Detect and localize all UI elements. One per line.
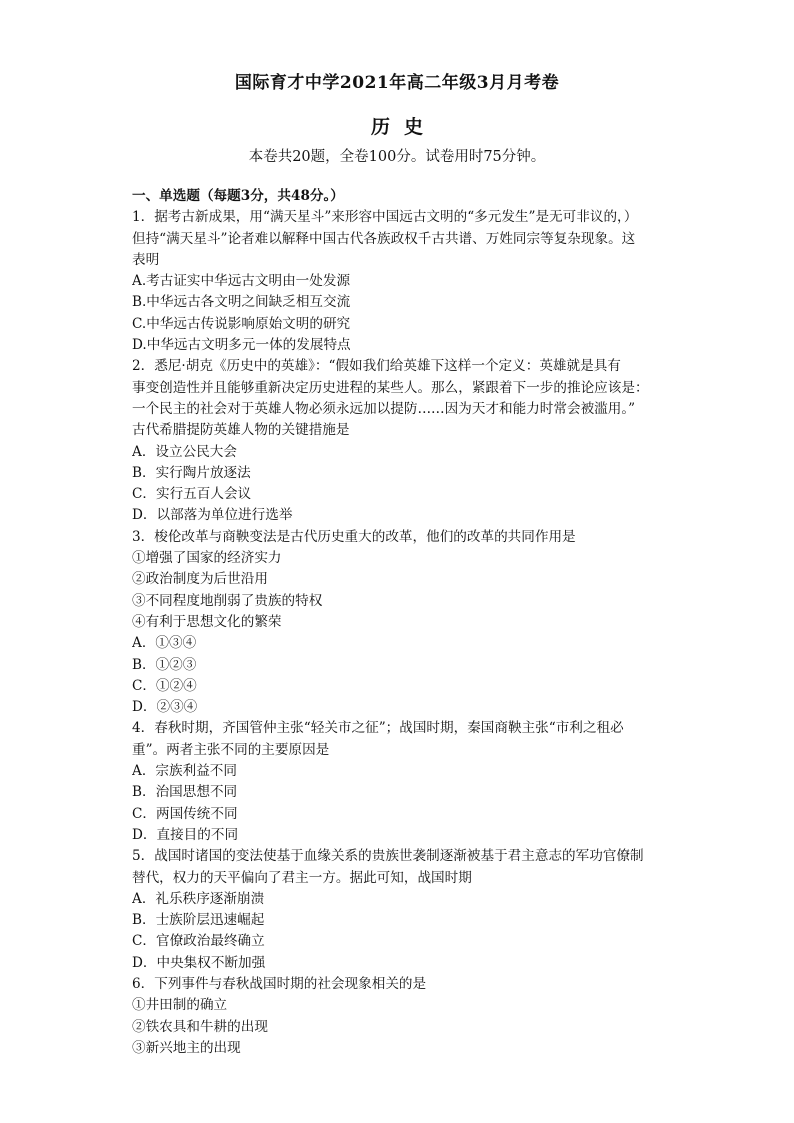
- q5-stem-line-2: 替代，权力的天平偏向了君主一方。据此可知，战国时期: [132, 869, 472, 886]
- q6-item-3: ③新兴地主的出现: [132, 1039, 241, 1056]
- subject-title: 历史: [370, 116, 437, 138]
- question-body: [132, 186, 672, 1059]
- q1-stem-line-1: 1．据考古新成果，用“满天星斗”来形容中国远古文明的“多元发生”是无可非议的，）: [132, 209, 638, 226]
- q5-option-a: A．礼乐秩序逐渐崩溃: [132, 890, 265, 907]
- q5-option-d: D．中央集权不断加强: [132, 954, 266, 971]
- q2-stem-line-4: 古代希腊提防英雄人物的关键措施是: [132, 422, 350, 439]
- q4-option-a: A．宗族利益不同: [132, 763, 237, 780]
- q1-option-a: A.考古证实中华远古文明由一处发源: [132, 273, 351, 290]
- q6-stem: 6．下列事件与春秋战国时期的社会现象相关的是: [132, 975, 427, 992]
- q3-option-b: B．①②③: [132, 656, 197, 673]
- q2-option-d: D．以部落为单位进行选举: [132, 507, 293, 524]
- q2-stem-line-1: 2．悉尼·胡克《历史中的英雄》：“假如我们给英雄下这样一个定义：英雄就是具有: [132, 358, 621, 375]
- q3-item-1: ①增强了国家的经济实力: [132, 550, 282, 567]
- q2-option-a: A．设立公民大会: [132, 443, 237, 460]
- q4-stem-line-2: 重”。两者主张不同的主要原因是: [132, 741, 330, 758]
- q1-option-d: D.中华远古文明多元一体的发展特点: [132, 337, 351, 354]
- q1-option-c: C.中华远古传说影响原始文明的研究: [132, 315, 351, 332]
- q6-item-2: ②铁农具和牛耕的出现: [132, 1018, 268, 1035]
- q2-stem-line-3: 一个民主的社会对于英雄人物必须永远加以提防……因为天才和能力时常会被滥用。”: [132, 400, 636, 417]
- section-heading: 一、单选题（每题3分，共48分。）: [132, 188, 344, 204]
- q4-option-b: B．治国思想不同: [132, 784, 238, 801]
- q2-option-c: C．实行五百人会议: [132, 486, 252, 503]
- q3-stem: 3．梭伦改革与商鞅变法是古代历史重大的改革，他们的改革的共同作用是: [132, 528, 576, 545]
- q5-option-c: C．官僚政治最终确立: [132, 933, 265, 950]
- q1-option-b: B.中华远古各文明之间缺乏相互交流: [132, 294, 351, 311]
- q6-item-1: ①井田制的确立: [132, 997, 228, 1014]
- q1-stem-line-3: 表明: [132, 251, 160, 268]
- q3-item-4: ④有利于思想文化的繁荣: [132, 613, 282, 630]
- q4-stem-line-1: 4．春秋时期，齐国管仲主张“轻关市之征”；战国时期，秦国商鞅主张“市利之租必: [132, 720, 624, 737]
- q4-option-d: D．直接目的不同: [132, 826, 239, 843]
- q3-item-3: ③不同程度地削弱了贵族的特权: [132, 592, 323, 609]
- q2-option-b: B．实行陶片放逐法: [132, 464, 251, 481]
- q2-stem-line-2: 事变创造性并且能够重新决定历史进程的某些人。那么，紧跟着下一步的推论应该是：: [132, 379, 649, 396]
- q1-stem-line-2: 但持“满天星斗”论者难以解释中国古代各族政权千古共谱、万姓同宗等复杂现象。这: [132, 230, 636, 247]
- q3-option-a: A．①③④: [132, 635, 197, 652]
- q3-option-d: D．②③④: [132, 699, 198, 716]
- exam-note: 本卷共20题，全卷100分。试卷用时75分钟。: [248, 149, 546, 165]
- q5-option-b: B．士族阶层迅速崛起: [132, 912, 265, 929]
- q4-option-c: C．两国传统不同: [132, 805, 238, 822]
- exam-title: 国际育才中学2021年高二年级3月月考卷: [234, 73, 560, 93]
- q3-option-c: C．①②④: [132, 677, 197, 694]
- q3-item-2: ②政治制度为后世沿用: [132, 571, 268, 588]
- q5-stem-line-1: 5．战国时诸国的变法使基于血缘关系的贵族世袭制逐渐被基于君主意志的军功官僚制: [132, 848, 644, 865]
